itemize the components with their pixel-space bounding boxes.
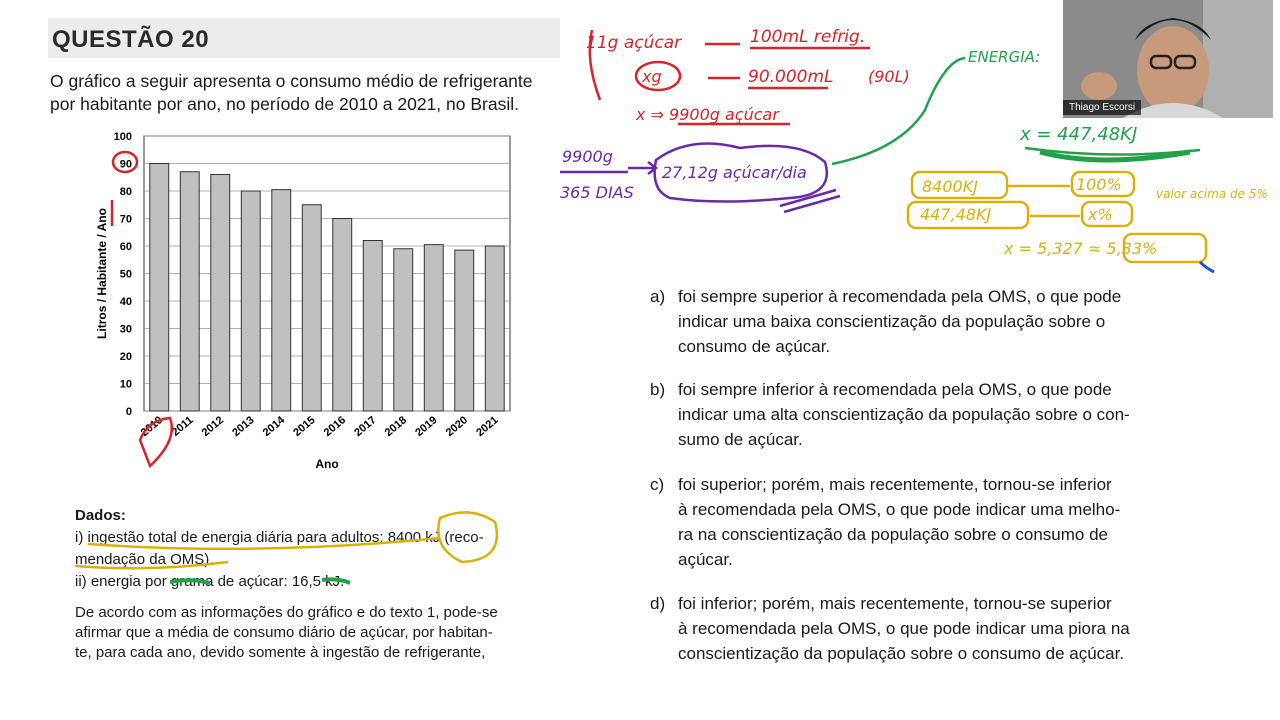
data-line1-value: 8400 kJ xyxy=(387,529,441,546)
chart-y-tick-label: 30 xyxy=(119,323,132,336)
chart-x-tick-label: 2020 xyxy=(443,414,471,440)
note-red-4: 90.000mL xyxy=(748,67,834,87)
option-d-text xyxy=(678,591,1195,666)
note-yellow-2: 100% xyxy=(1076,175,1122,194)
paragraph-line-1: De acordo com as informações do gráfico e do texto 1, pode-se xyxy=(75,604,498,621)
note-yellow-4: x% xyxy=(1088,205,1113,224)
chart-bar-2016 xyxy=(333,219,352,412)
chart-bar-2015 xyxy=(302,205,321,411)
data-line3-prefix: ii) energia por xyxy=(75,573,171,590)
intro-line-2: por habitante por ano, no período de 2010 a 2021, no Brasil. xyxy=(50,94,519,114)
note-yellow-5: x = 5,327 ≈ 5,33% xyxy=(1004,239,1158,258)
chart-x-tick-label: 2010 xyxy=(138,414,166,440)
webcam-presenter-name: Thiago Escorsi xyxy=(1063,100,1141,115)
option-d-line: conscientização da população sobre o consumo de açúcar. xyxy=(678,644,1125,663)
data-heading: Dados: xyxy=(75,507,126,524)
option-b-line: sumo de açúcar. xyxy=(678,430,803,449)
note-yellow-3: 447,48KJ xyxy=(920,205,992,224)
data-block xyxy=(75,505,560,593)
note-green-2: x = 447,48KJ xyxy=(1020,124,1138,145)
chart-y-tick-label: 60 xyxy=(119,241,132,253)
note-purple-2: 365 DIAS xyxy=(560,183,634,202)
option-d-letter: d) xyxy=(650,594,666,613)
data-line2-underlined: mendação xyxy=(75,551,146,568)
chart-y-tick-label: 50 xyxy=(119,268,132,281)
chart-y-tick-label: 40 xyxy=(119,296,132,308)
note-red-5: (90L) xyxy=(868,67,910,86)
option-c-line: ra na conscientização da população sobre o consumo de xyxy=(678,525,1109,544)
note-red-3: xg xyxy=(642,67,662,86)
chart-x-tick-label: 2011 xyxy=(169,414,196,439)
paragraph-line-3: te, para cada ano, devido somente à ingestão de refrigerante, xyxy=(75,644,486,661)
option-a-line: indicar uma baixa conscientização da população sobre o xyxy=(678,312,1106,331)
option-b-line: indicar uma alta conscientização da população sobre o con- xyxy=(678,405,1130,424)
bar-chart xyxy=(88,126,528,476)
question-title: QUESTÃO 20 xyxy=(52,26,210,53)
data-line-3 xyxy=(75,571,560,593)
chart-bar-2013 xyxy=(241,191,260,411)
data-line3-mid: de açúcar: xyxy=(213,573,292,590)
chart-bar-2017 xyxy=(363,241,382,412)
note-yellow-1: 8400KJ xyxy=(922,177,978,196)
chart-y-axis-label: Litros / Habitante / Ano xyxy=(95,208,109,339)
data-line-2 xyxy=(75,549,560,571)
option-c-text xyxy=(678,472,1195,572)
data-line-1 xyxy=(75,527,560,549)
chart-y-tick-label: 10 xyxy=(119,378,132,391)
chart-x-axis-label: Ano xyxy=(315,457,339,471)
question-intro xyxy=(50,70,565,116)
option-b-line: foi sempre inferior à recomendada pela OMS, o que pode xyxy=(678,380,1112,399)
chart-bar-2010 xyxy=(150,164,169,412)
data-line1-prefix: i) xyxy=(75,529,88,546)
data-line1-suffix: (reco- xyxy=(440,529,484,546)
note-green-1: ENERGIA: xyxy=(968,48,1041,66)
chart-y-tick-label: 20 xyxy=(119,351,132,363)
data-line3-underlined: grama xyxy=(170,573,214,590)
chart-bar-2021 xyxy=(485,246,504,411)
chart-y-tick-label: 80 xyxy=(119,186,132,198)
chart-x-tick-label: 2012 xyxy=(199,414,227,440)
chart-x-tick-label: 2021 xyxy=(474,414,501,440)
option-a-line: consumo de açúcar. xyxy=(678,337,831,356)
chart-bar-2020 xyxy=(455,250,474,411)
option-c-line: foi superior; porém, mais recentemente, tornou-se inferior xyxy=(678,475,1112,494)
note-red-1: 11g açúcar xyxy=(586,33,682,53)
chart-x-tick-label: 2018 xyxy=(382,414,410,440)
chart-bar-2014 xyxy=(272,190,291,411)
chart-bar-2018 xyxy=(394,249,413,411)
chart-bar-2012 xyxy=(211,175,230,412)
chart-bar-2019 xyxy=(424,245,443,411)
chart-x-tick-label: 2016 xyxy=(321,414,349,440)
note-red-6: x ⇒ 9900g açúcar xyxy=(636,105,779,124)
webcam-video[interactable] xyxy=(1063,0,1273,118)
chart-y-tick-label: 100 xyxy=(113,131,132,143)
note-purple-1: 9900g xyxy=(562,147,613,166)
chart-y-tick-label: 90 xyxy=(119,158,132,171)
paragraph-line-2: afirmar que a média de consumo diário de açúcar, por habitan- xyxy=(75,624,493,641)
chart-x-tick-label: 2015 xyxy=(291,414,318,440)
option-b-text xyxy=(678,377,1195,452)
note-yellow-6: valor acima de 5% xyxy=(1156,187,1268,201)
option-c-letter: c) xyxy=(650,475,665,494)
data-line1-underlined: ingestão total de energia diária para adultos: xyxy=(87,529,384,546)
data-line2-rest: da OMS). xyxy=(145,551,214,568)
option-a-text xyxy=(678,284,1195,359)
option-d-line: foi inferior; porém, mais recentemente, tornou-se superior xyxy=(678,594,1112,613)
option-a-line: foi sempre superior à recomendada pela OMS, o que pode xyxy=(678,287,1122,306)
question-paragraph xyxy=(75,603,560,663)
intro-line-1: O gráfico a seguir apresenta o consumo médio de refrigerante xyxy=(50,71,533,91)
chart-x-tick-label: 2017 xyxy=(352,414,379,440)
chart-x-tick-label: 2013 xyxy=(230,414,257,440)
option-a-letter: a) xyxy=(650,287,666,306)
chart-y-tick-label: 70 xyxy=(119,213,132,226)
chart-x-tick-label: 2014 xyxy=(260,414,288,440)
data-line3-value: 16,5 xyxy=(291,573,322,590)
question-title-bar xyxy=(48,18,560,58)
chart-x-tick-label: 2019 xyxy=(413,414,440,440)
option-c-line: açúcar. xyxy=(678,550,733,569)
option-b-letter: b) xyxy=(650,380,666,399)
chart-y-tick-label: 0 xyxy=(125,406,132,418)
note-purple-3: 27,12g açúcar/dia xyxy=(662,163,807,182)
note-red-2: 100mL refrig. xyxy=(750,27,866,47)
chart-bar-2011 xyxy=(180,172,199,411)
option-c-line: à recomendada pela OMS, o que pode indicar uma melho- xyxy=(678,500,1121,519)
option-d-line: à recomendada pela OMS, o que pode indicar uma piora na xyxy=(678,619,1130,638)
data-line3-suffix: kJ. xyxy=(321,573,345,590)
